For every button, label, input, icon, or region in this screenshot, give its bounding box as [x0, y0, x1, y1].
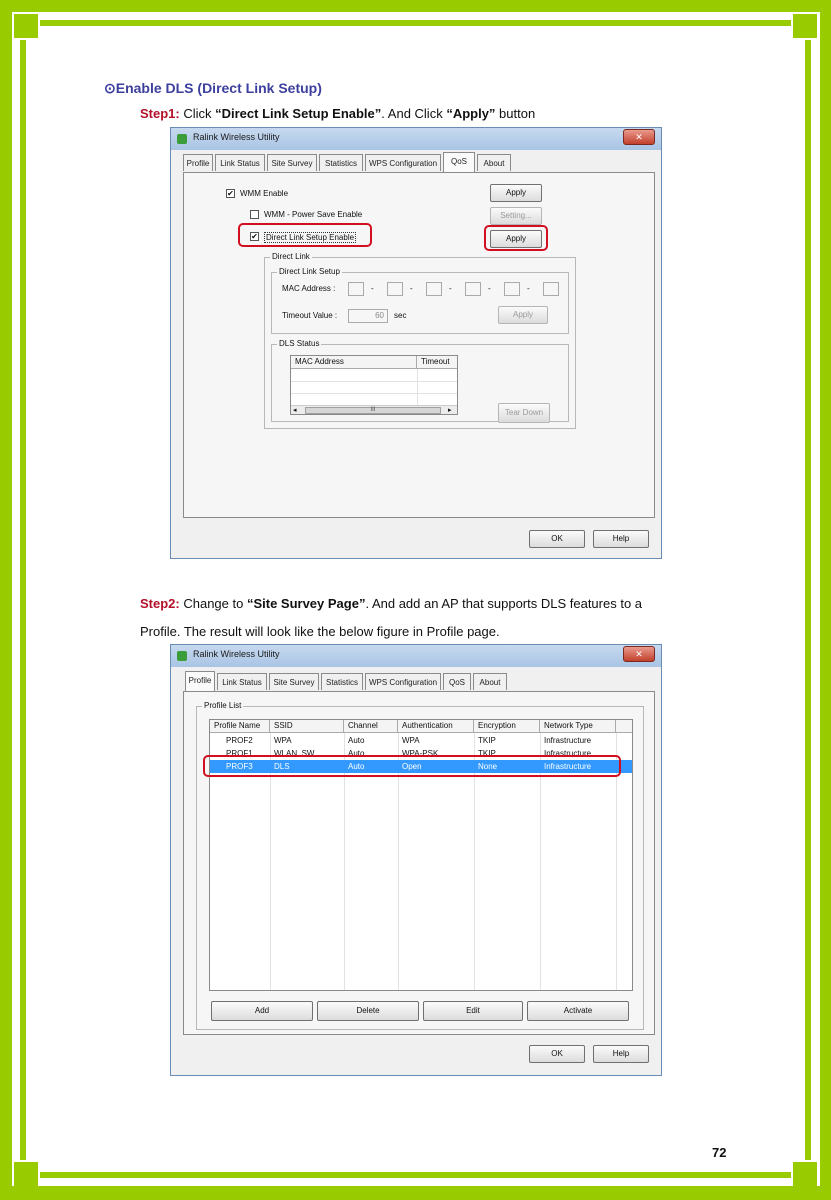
cell-channel: Auto — [348, 762, 365, 771]
mac-separator: - — [371, 284, 374, 293]
dls-enable-label: Direct Link Setup Enable — [266, 233, 355, 242]
cell-ssid: DLS — [274, 762, 290, 771]
tab-site-survey[interactable]: Site Survey — [267, 154, 317, 171]
tab-about[interactable]: About — [473, 673, 507, 690]
direct-link-setup-title: Direct Link Setup — [279, 267, 340, 276]
profile-window — [170, 644, 662, 1076]
section-heading: ⊙Enable DLS (Direct Link Setup) — [104, 80, 322, 96]
cell-encryption: TKIP — [478, 736, 496, 745]
step2-label: Step2: — [140, 596, 180, 611]
mac-octet-4[interactable] — [465, 282, 481, 296]
col-encryption[interactable]: Encryption — [474, 720, 540, 733]
col-filler — [616, 720, 633, 733]
step1-t3: button — [495, 106, 536, 121]
page-frame-inner-bottom — [40, 1172, 791, 1178]
page-frame-left — [0, 0, 12, 1200]
mac-octet-2[interactable] — [387, 282, 403, 296]
highlight-apply — [484, 225, 548, 251]
tab-about[interactable]: About — [477, 154, 511, 171]
timeout-input[interactable]: 60 — [348, 309, 388, 323]
sec-label: sec — [394, 311, 407, 320]
tab-wps-configuration[interactable]: WPS Configuration — [365, 154, 441, 171]
dls-status-title: DLS Status — [279, 339, 320, 348]
app-icon — [177, 134, 187, 144]
cell-network-type: Infrastructure — [544, 749, 592, 757]
cell-network-type: Infrastructure — [544, 736, 592, 745]
timeout-value-label: Timeout Value : — [282, 311, 338, 320]
cell-channel: Auto — [348, 749, 365, 757]
col-network-type[interactable]: Network Type — [540, 720, 616, 733]
dls-status-group — [271, 339, 569, 422]
setting-button[interactable]: Setting... — [490, 207, 542, 225]
page-number: 72 — [712, 1145, 727, 1160]
tab-link-status[interactable]: Link Status — [215, 154, 265, 171]
cell-authentication: WPA-PSK — [402, 749, 439, 757]
direct-link-group — [264, 252, 576, 429]
mac-octet-6[interactable] — [543, 282, 559, 296]
wmm-power-save-checkbox[interactable] — [250, 210, 259, 219]
close-button[interactable]: ✕ — [623, 129, 655, 145]
step1-t1: Click — [179, 106, 216, 121]
profile-list-group — [196, 701, 644, 1030]
page-frame-bottom — [0, 1186, 831, 1200]
horizontal-scrollbar[interactable] — [291, 405, 457, 415]
step2-line2: Profile. The result will look like the below figure in Profile page. — [140, 624, 500, 639]
tab-qos[interactable]: QoS — [443, 673, 471, 690]
edit-button[interactable]: Edit — [423, 1001, 523, 1021]
timeout-apply-button[interactable]: Apply — [498, 306, 548, 324]
step1-label: Step1: — [140, 106, 180, 121]
table-row[interactable] — [210, 734, 632, 747]
cell-authentication: Open — [402, 762, 422, 771]
mac-separator: - — [449, 284, 452, 293]
step2-bold1: “Site Survey Page” — [246, 596, 366, 611]
col-timeout[interactable]: Timeout — [417, 356, 458, 369]
frame-corner — [14, 14, 38, 38]
scroll-thumb[interactable]: III — [305, 407, 441, 414]
step1-t2: . And Click — [381, 106, 447, 121]
cell-network-type: Infrastructure — [544, 762, 592, 771]
ok-button[interactable]: OK — [529, 530, 585, 548]
dls-status-list[interactable] — [290, 355, 458, 415]
step2-text — [140, 594, 642, 614]
highlight-dls-enable — [238, 223, 372, 247]
mac-separator: - — [410, 284, 413, 293]
step1-bold2: “Apply” — [446, 106, 496, 121]
mac-octet-5[interactable] — [504, 282, 520, 296]
wmm-power-save-label: WMM - Power Save Enable — [264, 210, 363, 219]
dls-apply-button[interactable]: Apply — [490, 230, 542, 248]
wmm-enable-checkbox[interactable]: ✔ — [227, 189, 234, 198]
cell-profile-name: PROF2 — [226, 736, 253, 745]
col-ssid[interactable]: SSID — [270, 720, 344, 733]
help-button[interactable]: Help — [593, 530, 649, 548]
page-frame-right — [820, 0, 831, 1200]
ok-button[interactable]: OK — [529, 1045, 585, 1063]
mac-address-label: MAC Address : — [282, 284, 336, 293]
help-button[interactable]: Help — [593, 1045, 649, 1063]
cell-ssid: WLAN_SW — [274, 749, 315, 757]
direct-link-title: Direct Link — [272, 252, 310, 261]
window-title: Ralink Wireless Utility — [193, 132, 280, 142]
activate-button[interactable]: Activate — [527, 1001, 629, 1021]
app-icon — [177, 651, 187, 661]
tab-profile[interactable]: Profile — [185, 671, 215, 691]
cell-encryption: TKIP — [478, 749, 496, 757]
window-title: Ralink Wireless Utility — [193, 649, 280, 659]
cell-profile-name: PROF1 — [226, 749, 253, 757]
page-frame-inner-right — [805, 40, 811, 1160]
cell-encryption: None — [478, 762, 498, 771]
profile-list-title: Profile List — [204, 701, 242, 710]
direct-link-setup-group — [271, 267, 569, 334]
page-frame-top — [0, 0, 831, 12]
mac-separator: - — [488, 284, 491, 293]
wmm-apply-button[interactable]: Apply — [490, 184, 542, 202]
list-gridline — [291, 393, 458, 394]
tab-wps-configuration[interactable]: WPS Configuration — [365, 673, 441, 690]
mac-octet-3[interactable] — [426, 282, 442, 296]
mac-octet-1[interactable] — [348, 282, 364, 296]
tab-profile[interactable]: Profile — [183, 154, 213, 171]
cell-channel: Auto — [348, 736, 365, 745]
dls-enable-checkbox[interactable]: ✔ — [251, 232, 258, 241]
title-bar — [171, 128, 661, 150]
qos-window — [170, 127, 662, 559]
step2-t2: . And add an AP that supports DLS features to a — [365, 596, 643, 611]
delete-button[interactable]: Delete — [317, 1001, 419, 1021]
cell-authentication: WPA — [402, 736, 420, 745]
step2-t1: Change to — [179, 596, 247, 611]
mac-separator: - — [527, 284, 530, 293]
page-frame-inner-left — [20, 40, 26, 1160]
title-bar — [171, 645, 661, 667]
page-frame-inner-top — [40, 20, 791, 26]
frame-corner — [793, 14, 817, 38]
tab-link-status[interactable]: Link Status — [217, 673, 267, 690]
tab-statistics[interactable]: Statistics — [321, 673, 363, 690]
add-button[interactable]: Add — [211, 1001, 313, 1021]
scroll-right-arrow[interactable]: ▸ — [448, 407, 452, 414]
tab-statistics[interactable]: Statistics — [319, 154, 363, 171]
tab-qos[interactable]: QoS — [443, 152, 475, 172]
qos-panel — [183, 172, 655, 518]
cell-ssid: WPA — [274, 736, 292, 745]
highlight-selected-row — [203, 755, 621, 777]
tab-site-survey[interactable]: Site Survey — [269, 673, 319, 690]
profile-panel — [183, 691, 655, 1035]
list-gridline — [291, 381, 458, 382]
step1-text — [140, 104, 535, 124]
frame-corner — [793, 1162, 817, 1186]
frame-corner — [14, 1162, 38, 1186]
col-mac-address[interactable]: MAC Address — [291, 356, 417, 369]
wmm-enable-label: WMM Enable — [240, 189, 289, 198]
close-button[interactable]: ✕ — [623, 646, 655, 662]
list-gridline — [417, 369, 418, 405]
col-channel[interactable]: Channel — [344, 720, 398, 733]
cell-profile-name: PROF3 — [226, 762, 253, 771]
col-authentication[interactable]: Authentication — [398, 720, 474, 733]
col-profile-name[interactable]: Profile Name — [210, 720, 270, 733]
scroll-left-arrow[interactable]: ◂ — [293, 407, 297, 414]
step1-bold1: “Direct Link Setup Enable” — [215, 106, 382, 121]
tear-down-button[interactable]: Tear Down — [498, 403, 550, 423]
